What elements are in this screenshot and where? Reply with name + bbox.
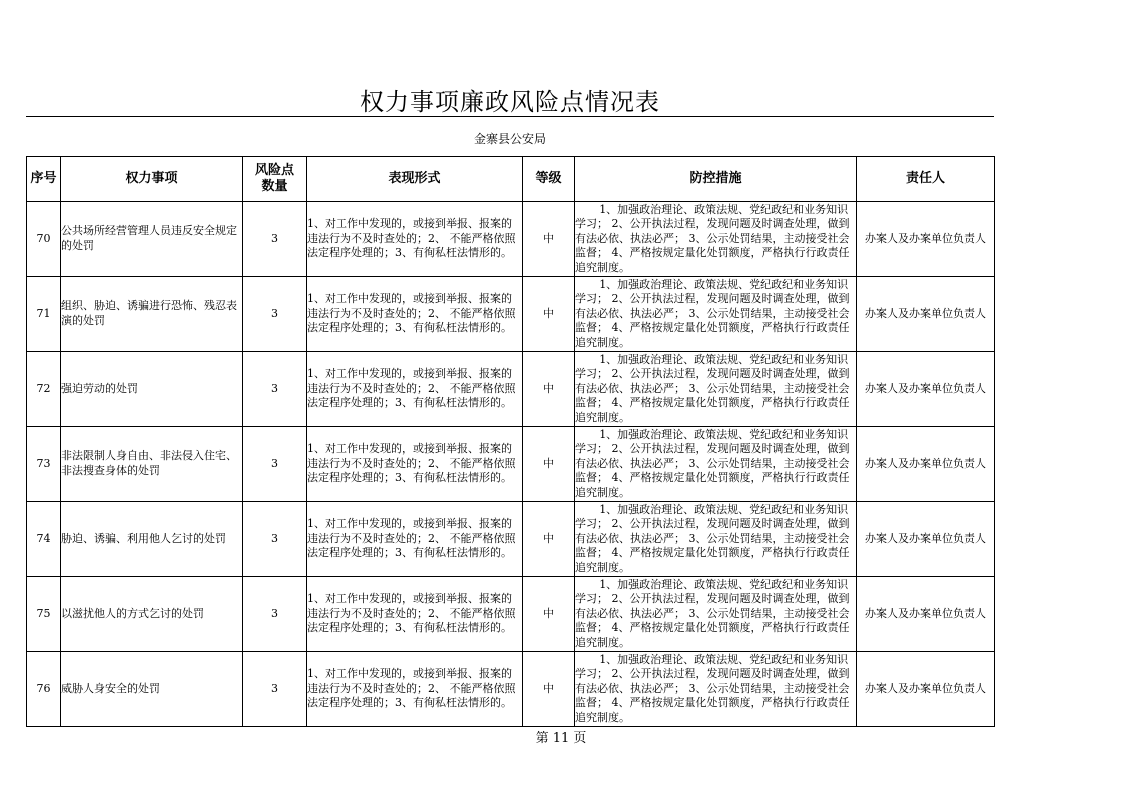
row-control-text: 1、加强政治理论、政策法规、党纪政纪和业务知识学习； 2、公开执法过程，发现问题及时调查处理，做到有法必依、执法必严； 3、公示处罚结果，主动接受社会监督； 4、严格按规定量化处罚额度，严格执行行政责任追究制度。 xyxy=(575,652,850,724)
header-risk-count xyxy=(243,157,307,202)
row-responsible: 办案人及办案单位负责人 xyxy=(857,277,995,352)
row-form: 1、对工作中发现的，或接到举报、报案的违法行为不及时查处的；2、 不能严格依照法定程序处理的；3、有徇私枉法情形的。 xyxy=(307,277,523,352)
row-item: 以滋扰他人的方式乞讨的处罚 xyxy=(61,577,243,652)
table-row xyxy=(27,502,995,577)
row-form: 1、对工作中发现的，或接到举报、报案的违法行为不及时查处的；2、 不能严格依照法定程序处理的；3、有徇私枉法情形的。 xyxy=(307,352,523,427)
row-level: 中 xyxy=(523,277,575,352)
row-form: 1、对工作中发现的，或接到举报、报案的违法行为不及时查处的；2、 不能严格依照法定程序处理的；3、有徇私枉法情形的。 xyxy=(307,502,523,577)
row-item: 胁迫、诱骗、利用他人乞讨的处罚 xyxy=(61,502,243,577)
row-num: 76 xyxy=(27,652,61,727)
row-control-text: 1、加强政治理论、政策法规、党纪政纪和业务知识学习； 2、公开执法过程，发现问题及时调查处理，做到有法必依、执法必严； 3、公示处罚结果，主动接受社会监督； 4、严格按规定量化处罚额度，严格执行行政责任追究制度。 xyxy=(575,502,850,574)
row-item: 威胁人身安全的处罚 xyxy=(61,652,243,727)
row-num: 70 xyxy=(27,202,61,277)
header-level: 等级 xyxy=(523,157,575,202)
row-item: 公共场所经营管理人员违反安全规定的处罚 xyxy=(61,202,243,277)
agency-name: 金寨县公安局 xyxy=(473,132,546,146)
row-risk-count: 3 xyxy=(243,652,307,727)
row-risk-count: 3 xyxy=(243,202,307,277)
title-divider xyxy=(26,116,994,117)
row-control-text: 1、加强政治理论、政策法规、党纪政纪和业务知识学习； 2、公开执法过程，发现问题及时调查处理，做到有法必依、执法必严； 3、公示处罚结果，主动接受社会监督； 4、严格按规定量化处罚额度，严格执行行政责任追究制度。 xyxy=(575,277,850,349)
row-item: 组织、胁迫、诱骗进行恐怖、残忍表演的处罚 xyxy=(61,277,243,352)
row-responsible: 办案人及办案单位负责人 xyxy=(857,202,995,277)
row-form: 1、对工作中发现的，或接到举报、报案的违法行为不及时查处的；2、 不能严格依照法定程序处理的；3、有徇私枉法情形的。 xyxy=(307,427,523,502)
row-risk-count: 3 xyxy=(243,502,307,577)
table-row xyxy=(27,202,995,277)
row-num: 71 xyxy=(27,277,61,352)
row-control xyxy=(575,427,857,502)
row-control xyxy=(575,202,857,277)
row-risk-count: 3 xyxy=(243,352,307,427)
page-title: 权力事项廉政风险点情况表 xyxy=(360,88,660,116)
row-control-text: 1、加强政治理论、政策法规、党纪政纪和业务知识学习； 2、公开执法过程，发现问题及时调查处理，做到有法必依、执法必严； 3、公示处罚结果，主动接受社会监督； 4、严格按规定量化处罚额度，严格执行行政责任追究制度。 xyxy=(575,202,850,274)
table-row xyxy=(27,352,995,427)
row-num: 73 xyxy=(27,427,61,502)
page-number: 第 11 页 xyxy=(535,731,587,746)
row-responsible: 办案人及办案单位负责人 xyxy=(857,427,995,502)
row-level: 中 xyxy=(523,652,575,727)
row-control xyxy=(575,277,857,352)
risk-table xyxy=(26,156,995,727)
row-num: 75 xyxy=(27,577,61,652)
row-level: 中 xyxy=(523,202,575,277)
row-level: 中 xyxy=(523,577,575,652)
header-control: 防控措施 xyxy=(575,157,857,202)
row-num: 72 xyxy=(27,352,61,427)
table-row xyxy=(27,652,995,727)
header-num: 序号 xyxy=(27,157,61,202)
header-form: 表现形式 xyxy=(307,157,523,202)
table-header-row xyxy=(27,157,995,202)
row-responsible: 办案人及办案单位负责人 xyxy=(857,652,995,727)
row-responsible: 办案人及办案单位负责人 xyxy=(857,502,995,577)
row-item: 非法限制人身自由、非法侵入住宅、非法搜查身体的处罚 xyxy=(61,427,243,502)
row-level: 中 xyxy=(523,427,575,502)
table-row xyxy=(27,577,995,652)
row-item: 强迫劳动的处罚 xyxy=(61,352,243,427)
row-level: 中 xyxy=(523,502,575,577)
row-form: 1、对工作中发现的，或接到举报、报案的违法行为不及时查处的；2、 不能严格依照法定程序处理的；3、有徇私枉法情形的。 xyxy=(307,202,523,277)
row-responsible: 办案人及办案单位负责人 xyxy=(857,577,995,652)
row-control xyxy=(575,652,857,727)
row-control xyxy=(575,502,857,577)
row-risk-count: 3 xyxy=(243,577,307,652)
row-control xyxy=(575,577,857,652)
row-form: 1、对工作中发现的，或接到举报、报案的违法行为不及时查处的；2、 不能严格依照法定程序处理的；3、有徇私枉法情形的。 xyxy=(307,652,523,727)
table-row xyxy=(27,277,995,352)
row-num: 74 xyxy=(27,502,61,577)
row-control-text: 1、加强政治理论、政策法规、党纪政纪和业务知识学习； 2、公开执法过程，发现问题及时调查处理，做到有法必依、执法必严； 3、公示处罚结果，主动接受社会监督； 4、严格按规定量化处罚额度，严格执行行政责任追究制度。 xyxy=(575,352,850,424)
row-control xyxy=(575,352,857,427)
table-row xyxy=(27,427,995,502)
header-item: 权力事项 xyxy=(61,157,243,202)
row-responsible: 办案人及办案单位负责人 xyxy=(857,352,995,427)
header-responsible: 责任人 xyxy=(857,157,995,202)
row-risk-count: 3 xyxy=(243,427,307,502)
row-level: 中 xyxy=(523,352,575,427)
row-form: 1、对工作中发现的，或接到举报、报案的违法行为不及时查处的；2、 不能严格依照法定程序处理的；3、有徇私枉法情形的。 xyxy=(307,577,523,652)
header-risk-count-text: 风险点数量 xyxy=(254,163,294,194)
row-control-text: 1、加强政治理论、政策法规、党纪政纪和业务知识学习； 2、公开执法过程，发现问题及时调查处理，做到有法必依、执法必严； 3、公示处罚结果，主动接受社会监督； 4、严格按规定量化处罚额度，严格执行行政责任追究制度。 xyxy=(575,427,850,499)
row-risk-count: 3 xyxy=(243,277,307,352)
row-control-text: 1、加强政治理论、政策法规、党纪政纪和业务知识学习； 2、公开执法过程，发现问题及时调查处理，做到有法必依、执法必严； 3、公示处罚结果，主动接受社会监督； 4、严格按规定量化处罚额度，严格执行行政责任追究制度。 xyxy=(575,577,850,649)
